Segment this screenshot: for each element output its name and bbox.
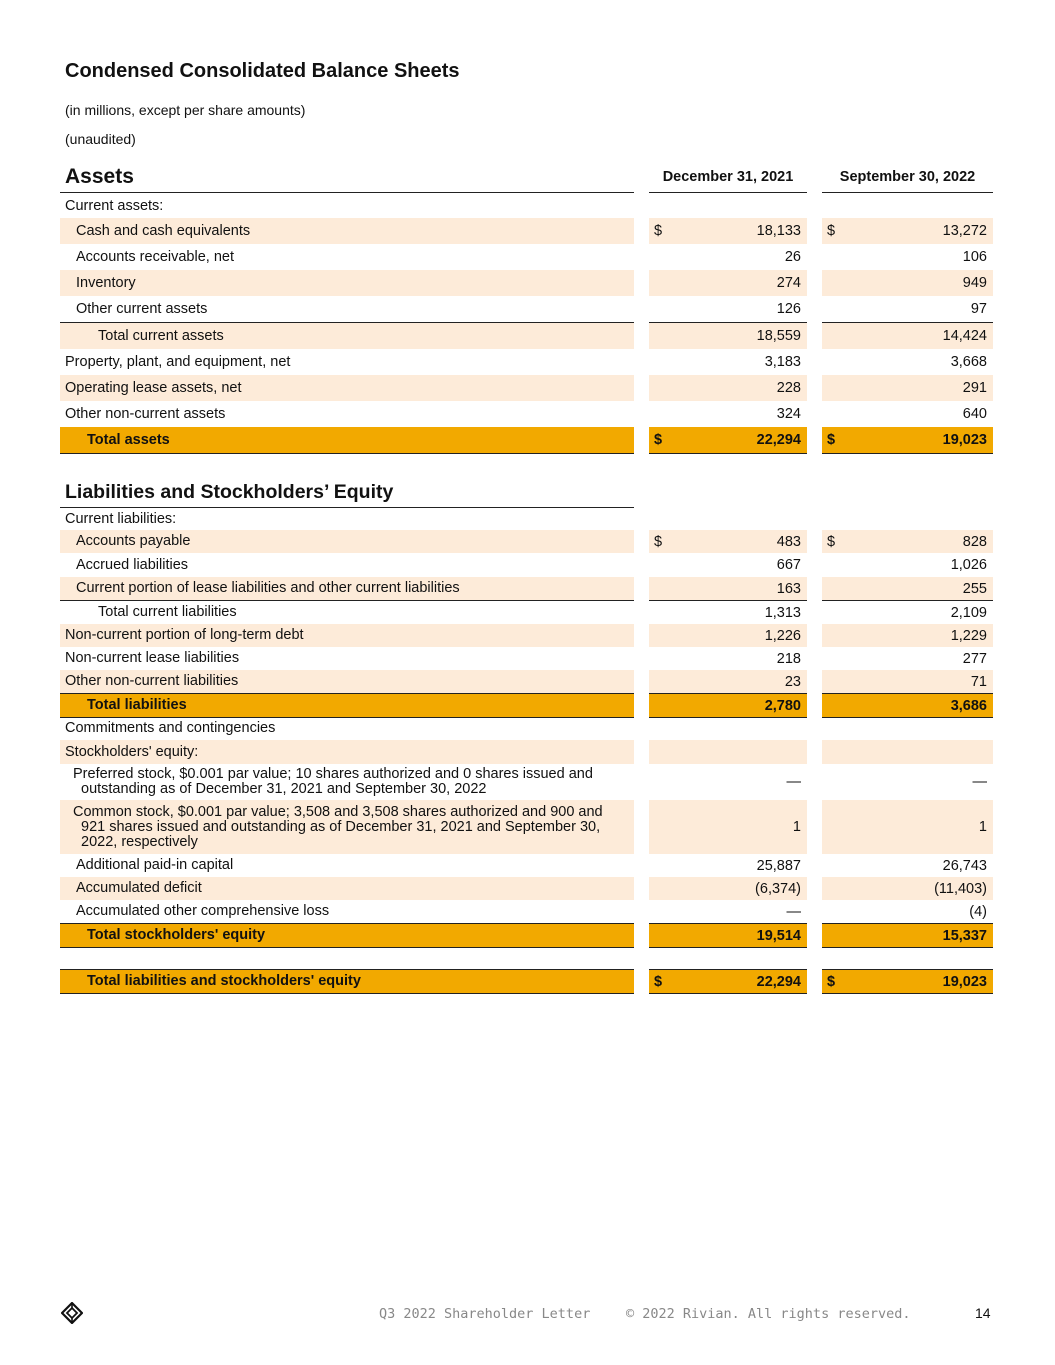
value-dec-2021: — <box>786 903 801 920</box>
value-sep-2022: 15,337 <box>942 927 987 944</box>
row-label: Operating lease assets, net <box>65 379 242 396</box>
value-sep-2022: 13,272 <box>942 223 987 239</box>
row-label: Total current assets <box>98 327 224 344</box>
row-rule <box>60 947 634 948</box>
table-row <box>0 323 1055 349</box>
value-dec-2021: 1,226 <box>764 627 801 644</box>
value-dec-2021: 228 <box>776 380 801 396</box>
value-dec-2021: (6,374) <box>755 880 801 897</box>
value-dec-2021: 218 <box>776 650 801 667</box>
value-sep-2022: 255 <box>962 580 987 597</box>
table-row <box>0 530 1055 553</box>
value-dec-2021: 1 <box>792 819 801 835</box>
row-background <box>60 270 634 296</box>
value-dec-2021: 324 <box>776 406 801 422</box>
value-dec-2021: 19,514 <box>756 927 801 944</box>
row-label: Accounts receivable, net <box>76 248 234 265</box>
row-rule <box>822 947 993 948</box>
row-label: Total current liabilities <box>98 604 237 620</box>
table-row <box>0 218 1055 244</box>
value-dec-2021: 3,183 <box>764 354 801 370</box>
value-dec-2021: 25,887 <box>756 857 801 874</box>
table-row <box>0 401 1055 427</box>
table-row <box>0 244 1055 270</box>
page-title: Condensed Consolidated Balance Sheets <box>65 60 460 82</box>
value-sep-2022: 71 <box>970 673 987 690</box>
value-sep-2022: 640 <box>962 406 987 422</box>
value-sep-2022: 291 <box>962 380 987 396</box>
table-row <box>0 195 1055 218</box>
row-rule <box>649 453 807 454</box>
row-rule <box>649 969 807 970</box>
value-dec-2021: 1,313 <box>764 604 801 621</box>
value-dec-2021: 163 <box>776 580 801 597</box>
currency-symbol: $ <box>654 533 663 550</box>
row-label: Common stock, $0.001 par value; 3,508 and 3,508 shares authorized and 900 and 921 shares issued and outstanding as of December 31, 2021 and September 30, 2022, respectively <box>73 803 603 850</box>
value-dec-2021: 23 <box>784 673 801 690</box>
value-sep-2022: 97 <box>970 301 987 317</box>
value-sep-2022: 26,743 <box>942 857 987 874</box>
row-rule <box>822 993 993 994</box>
row-label: Accounts payable <box>76 533 191 549</box>
table-row <box>0 740 1055 764</box>
table-row <box>0 427 1055 453</box>
value-dec-2021: 126 <box>776 301 801 317</box>
value-sep-2022: 106 <box>962 249 987 265</box>
value-sep-2022: 14,424 <box>942 328 987 344</box>
currency-symbol: $ <box>827 973 836 990</box>
table-row <box>0 577 1055 600</box>
currency-symbol: $ <box>827 533 836 550</box>
currency-symbol: $ <box>827 223 836 239</box>
value-dec-2021: 18,133 <box>756 223 801 239</box>
row-label: Non-current portion of long-term debt <box>65 627 304 643</box>
value-sep-2022: 277 <box>962 650 987 667</box>
table-row <box>0 296 1055 322</box>
assets-header-rule <box>60 192 634 193</box>
row-rule <box>649 993 807 994</box>
row-background <box>649 670 807 693</box>
col1-header-rule <box>649 192 807 193</box>
row-label: Commitments and contingencies <box>65 720 276 736</box>
value-sep-2022: 1,026 <box>950 557 987 573</box>
row-label: Current portion of lease liabilities and other current liabilities <box>76 580 460 596</box>
row-label: Total stockholders' equity <box>87 927 266 943</box>
row-background <box>822 670 993 693</box>
table-row <box>0 349 1055 375</box>
value-sep-2022: — <box>972 774 987 790</box>
row-rule <box>60 969 634 970</box>
value-dec-2021: 22,294 <box>756 973 801 990</box>
row-label: Total liabilities <box>87 697 187 713</box>
table-row <box>0 624 1055 647</box>
row-label: Other current assets <box>76 300 208 317</box>
value-sep-2022: 19,023 <box>942 973 987 990</box>
column-header-sep-2022: September 30, 2022 <box>839 169 976 185</box>
value-dec-2021: 22,294 <box>756 432 801 448</box>
table-row <box>0 601 1055 624</box>
row-rule <box>649 947 807 948</box>
liabilities-heading: Liabilities and Stockholders’ Equity <box>65 481 394 503</box>
footer-copyright: © 2022 Rivian. All rights reserved. <box>626 1306 911 1322</box>
value-sep-2022: 19,023 <box>942 432 987 448</box>
table-row <box>0 508 1055 530</box>
row-label: Accumulated deficit <box>76 880 202 896</box>
column-header-dec-2021: December 31, 2021 <box>662 169 794 185</box>
row-label: Inventory <box>76 274 136 291</box>
table-row <box>0 900 1055 923</box>
row-label: Preferred stock, $0.001 par value; 10 shares authorized and 0 shares issued and outstanding as of December 31, 2021 and September 30, 2022 <box>73 766 593 797</box>
col2-header-rule <box>822 192 993 193</box>
currency-symbol: $ <box>654 223 663 239</box>
value-sep-2022: 1,229 <box>950 627 987 644</box>
assets-heading: Assets <box>65 165 134 188</box>
currency-symbol: $ <box>654 973 663 990</box>
footer-letter-name: Q3 2022 Shareholder Letter <box>379 1306 591 1322</box>
value-sep-2022: 3,668 <box>950 354 987 370</box>
table-row <box>0 553 1055 577</box>
table-row <box>0 694 1055 717</box>
row-background <box>822 740 993 764</box>
row-background <box>649 800 807 854</box>
table-row <box>0 970 1055 993</box>
currency-symbol: $ <box>654 432 663 448</box>
value-dec-2021: 667 <box>776 557 801 573</box>
value-sep-2022: (4) <box>969 903 987 920</box>
currency-symbol: $ <box>827 432 836 448</box>
table-row <box>0 764 1055 800</box>
value-dec-2021: 18,559 <box>756 328 801 344</box>
table-row <box>0 647 1055 670</box>
row-rule <box>822 969 993 970</box>
value-sep-2022: 1 <box>978 819 987 835</box>
page-number: 14 <box>975 1305 991 1321</box>
row-rule <box>60 453 634 454</box>
value-dec-2021: 274 <box>776 275 801 291</box>
row-label: Current assets: <box>65 198 164 214</box>
table-row <box>0 670 1055 693</box>
value-dec-2021: 26 <box>784 249 801 265</box>
row-background <box>822 800 993 854</box>
rivian-logo-icon <box>61 1302 83 1324</box>
row-label: Stockholders' equity: <box>65 743 199 760</box>
value-sep-2022: 949 <box>962 275 987 291</box>
value-sep-2022: (11,403) <box>934 880 987 897</box>
units-note: (in millions, except per share amounts) <box>65 102 306 118</box>
table-row <box>0 800 1055 854</box>
value-sep-2022: 2,109 <box>950 604 987 621</box>
value-dec-2021: 2,780 <box>764 697 801 714</box>
row-label: Total liabilities and stockholders' equity <box>87 973 361 989</box>
value-sep-2022: 3,686 <box>950 697 987 714</box>
table-row <box>0 717 1055 740</box>
unaudited-note: (unaudited) <box>65 131 136 147</box>
table-row <box>0 375 1055 401</box>
row-label: Additional paid-in capital <box>76 857 234 873</box>
row-label: Other non-current assets <box>65 405 226 422</box>
row-label: Current liabilities: <box>65 510 177 527</box>
row-label: Accrued liabilities <box>76 556 189 573</box>
table-row <box>0 924 1055 947</box>
row-label: Cash and cash equivalents <box>76 222 251 239</box>
value-dec-2021: — <box>786 774 801 790</box>
table-row <box>0 854 1055 877</box>
row-label: Property, plant, and equipment, net <box>65 353 291 370</box>
table-row <box>0 877 1055 900</box>
value-sep-2022: 828 <box>962 533 987 550</box>
row-label: Non-current lease liabilities <box>65 650 240 666</box>
table-row <box>0 270 1055 296</box>
value-dec-2021: 483 <box>776 533 801 550</box>
row-rule <box>822 453 993 454</box>
row-background <box>649 740 807 764</box>
row-label: Total assets <box>87 431 170 448</box>
row-label: Other non-current liabilities <box>65 673 239 689</box>
row-label: Accumulated other comprehensive loss <box>76 903 330 919</box>
row-rule <box>60 993 634 994</box>
